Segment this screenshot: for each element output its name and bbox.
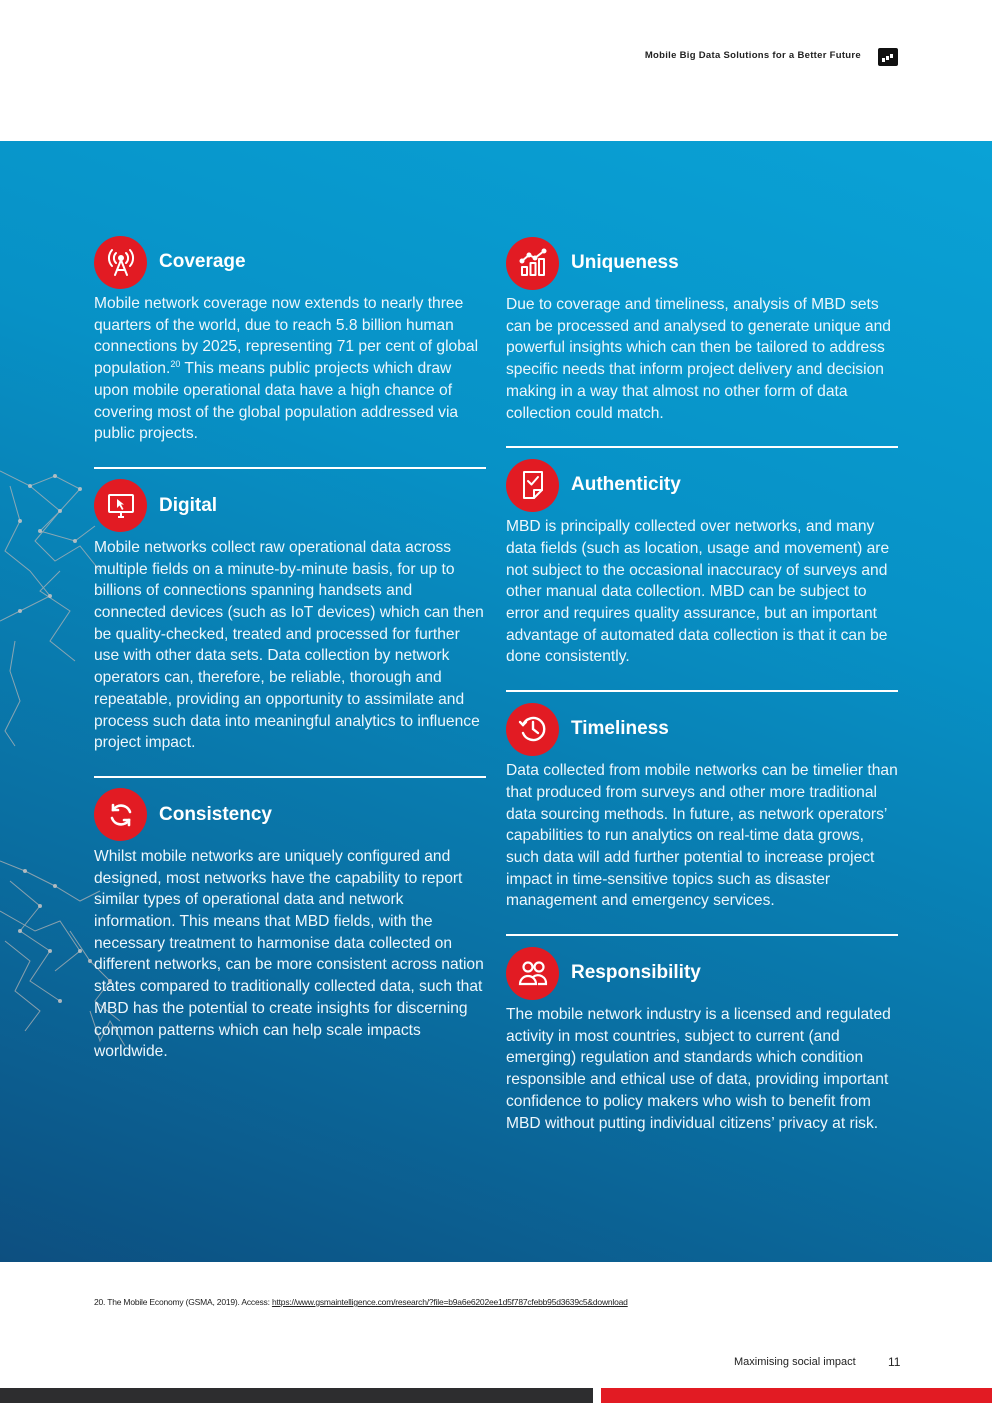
footer-bar-red (601, 1388, 992, 1403)
footnote: 20. The Mobile Economy (GSMA, 2019). Access: https://www.gsmaintelligence.com/research/?file=b9a6e6202ee1d5f787cfebb95d3639c5&download (94, 1297, 628, 1307)
footnote-link[interactable]: https://www.gsmaintelligence.com/research/?file=b9a6e6202ee1d5f787cfebb95d3639c5&download (271, 1297, 628, 1307)
page-number: 11 (888, 1355, 901, 1369)
section-title: Timeliness (571, 718, 669, 740)
section-body: The mobile network industry is a licensed and regulated activity in most countries, subject to current (and emerging) regulation and standards which condition responsible and ethical use of data, providing important confidence to policy makers who wish to benefit from MBD without putting individual citizens’ privacy at risk. (506, 1006, 891, 1132)
antenna-icon (94, 236, 147, 289)
footer-section-label: Maximising social impact (734, 1356, 856, 1368)
clock-icon (506, 703, 559, 756)
footer-bar-dark (0, 1388, 593, 1403)
section-divider (94, 776, 486, 778)
running-header-title: Mobile Big Data Solutions for a Better Future (644, 50, 861, 61)
consistency-section (94, 788, 486, 1063)
monitor-cursor-icon (94, 479, 147, 532)
left-column (94, 235, 486, 1063)
refresh-icon (94, 788, 147, 841)
section-body: Due to coverage and timeliness, analysis of MBD sets can be processed and analysed to generate unique and powerful insights which can then be tailored to address specific needs that inform project delivery and decision making in a way that almost no other form of data collection could match. (506, 296, 891, 422)
section-divider (506, 690, 898, 692)
section-title: Uniqueness (571, 252, 679, 273)
coverage-section (94, 235, 486, 445)
section-title: Coverage (159, 251, 246, 272)
section-body: Mobile networks collect raw operational data across multiple fields on a minute-by-minute basis, for up to billions of connections spanning handsets and connected devices (such as IoT devices) which can then be quality-checked, treated and processed for further use with other data sets. Data collection by network operators can, therefore, be reliable, thorough and repeatable, providing an opportunity to assimilate and process such data into meaningful analytics to influence project impact. (94, 538, 484, 752)
bar-chart-icon (878, 48, 898, 66)
authenticity-section (506, 458, 898, 668)
section-body: Data collected from mobile networks can be timelier than that produced from surveys and other more traditional data sourcing methods. In future, as network operators’ capabilities to run analytics on real-time data grows, such data will add further potential to increase project impact in time-sensitive topics such as disaster management and emergency services. (506, 762, 898, 910)
section-body: MBD is principally collected over networks, and many data fields (such as location, usage and movement) are not subject to the occasional inaccuracy of surveys and other manual data collection. MBD can be subject to error and requires quality assurance, but an important advantage of automated data collection is that it can be done consistently. (506, 518, 890, 666)
section-divider (506, 446, 898, 448)
right-column (506, 236, 898, 1134)
digital-section (94, 479, 486, 754)
section-divider (94, 467, 486, 469)
section-title: Digital (159, 494, 218, 516)
responsibility-section (506, 946, 898, 1134)
section-title: Consistency (159, 803, 272, 825)
document-check-icon (506, 459, 559, 512)
bar-chart-icon (506, 237, 559, 290)
section-divider (506, 934, 898, 936)
section-title: Authenticity (571, 474, 681, 496)
people-icon (506, 947, 559, 1000)
uniqueness-section (506, 236, 898, 424)
section-body: Whilst mobile networks are uniquely configured and designed, most networks have the capability to report similar types of operational data and network information. This means that MBD fields, with the necessary treatment to harmonise data collected on different networks, can be more consistent across nation states compared to traditionally collected data, such that MBD has the potential to create insights for discerning common patterns which can help scale impacts worldwide. (94, 847, 484, 1061)
timeliness-section (506, 702, 898, 912)
section-title: Responsibility (571, 962, 701, 984)
section-body: Mobile network coverage now extends to nearly three quarters of the world, due to reach 5.8 billion human connections by 2025, representing 71 per cent of global population.$^{20}$ This means public projects which draw upon mobile operational data have a high chance of covering most of the global population addressed via public projects. (94, 295, 479, 443)
